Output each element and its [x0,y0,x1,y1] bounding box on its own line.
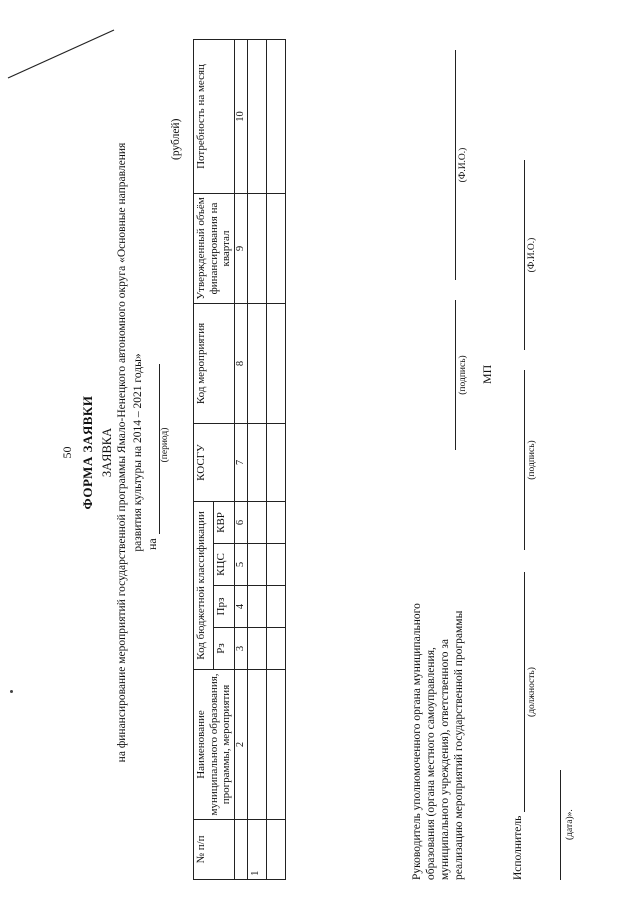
position-caption: (должность) [527,667,537,717]
date-caption: (дата)». [565,809,575,840]
header-rz: Рз [214,628,234,670]
cell[interactable] [266,501,285,543]
fio-caption: (Ф.И.О.) [458,147,468,183]
signature-caption: (подпись) [458,355,468,395]
header-budget-code: Код бюджетной классификации [194,501,214,669]
cell[interactable] [266,39,285,193]
signature-caption-executor: (подпись) [527,440,537,480]
header-kcs: КЦС [214,544,234,586]
cell[interactable] [247,501,266,543]
colnum: 4 [234,586,247,628]
cell[interactable] [266,628,285,670]
cell[interactable] [266,193,285,303]
signature-line[interactable] [455,300,456,450]
cell[interactable] [266,303,285,423]
cell[interactable] [247,628,266,670]
application-title: ЗАЯВКА [100,427,114,478]
colnum: 9 [234,193,247,303]
period-blank [147,364,160,534]
cell[interactable] [247,39,266,193]
cell[interactable] [266,670,285,820]
header-need: Потребность на месяц [194,39,235,193]
executor-label: Исполнитель [512,815,524,880]
header-kosgu: КОСГУ [194,423,235,501]
scan-dot [10,690,13,693]
cell[interactable] [247,544,266,586]
table-row [266,39,285,879]
period-label: (период) [160,427,170,463]
position-line[interactable] [524,572,525,812]
table-row [247,39,266,879]
rotated-form [60,25,580,880]
header-approved: Утвержденный объём финансирования на квартал [194,193,235,303]
cell[interactable] [247,423,266,501]
cell[interactable] [247,303,266,423]
application-subtitle-line2: развития культуры на 2014 – 2021 годы» [132,353,144,552]
fio-line-executor[interactable] [524,160,525,350]
application-table [193,39,286,880]
colnum: 3 [234,628,247,670]
period-line [145,364,160,550]
signature-line-executor[interactable] [524,370,525,550]
page-number: 50 [60,446,74,459]
form-title: ФОРМА ЗАЯВКИ [80,395,95,510]
fio-line[interactable] [455,50,456,280]
period-prefix: на [145,538,159,550]
header-name: Наименование муниципального образования, программы, мероприятия [194,670,235,820]
cell[interactable] [266,586,285,628]
date-line[interactable] [560,770,561,880]
header-kvr: КВР [214,501,234,543]
cell[interactable] [247,586,266,628]
column-number-row [234,39,247,879]
colnum: 6 [234,501,247,543]
cell[interactable] [266,544,285,586]
cell[interactable] [266,423,285,501]
header-num: № п/п [194,820,235,880]
cell[interactable] [247,670,266,820]
row-num: 1 [247,820,266,880]
row-num [266,820,285,880]
colnum: 7 [234,423,247,501]
application-subtitle-line1: на финансирование мероприятий государственной программы Ямало-Ненецкого автономного округа «Основные направления [116,142,128,763]
colnum: 2 [234,670,247,820]
header-event-code: Код мероприятия [194,303,235,423]
fio-caption-executor: (Ф.И.О.) [527,237,537,273]
signatory-description: Руководитель уполномоченного органа муниципального образования (органа местного самоуправления, муниципального учреждения), ответственного за реализацию мероприятий государственной программы [411,603,465,880]
table-header-row [194,39,214,879]
units-label: (рублей) [170,118,182,160]
header-prz: Прз [214,586,234,628]
cell[interactable] [247,193,266,303]
stamp-place: МП [480,364,494,384]
colnum: 8 [234,303,247,423]
colnum: 10 [234,39,247,193]
colnum [234,820,247,880]
colnum: 5 [234,544,247,586]
